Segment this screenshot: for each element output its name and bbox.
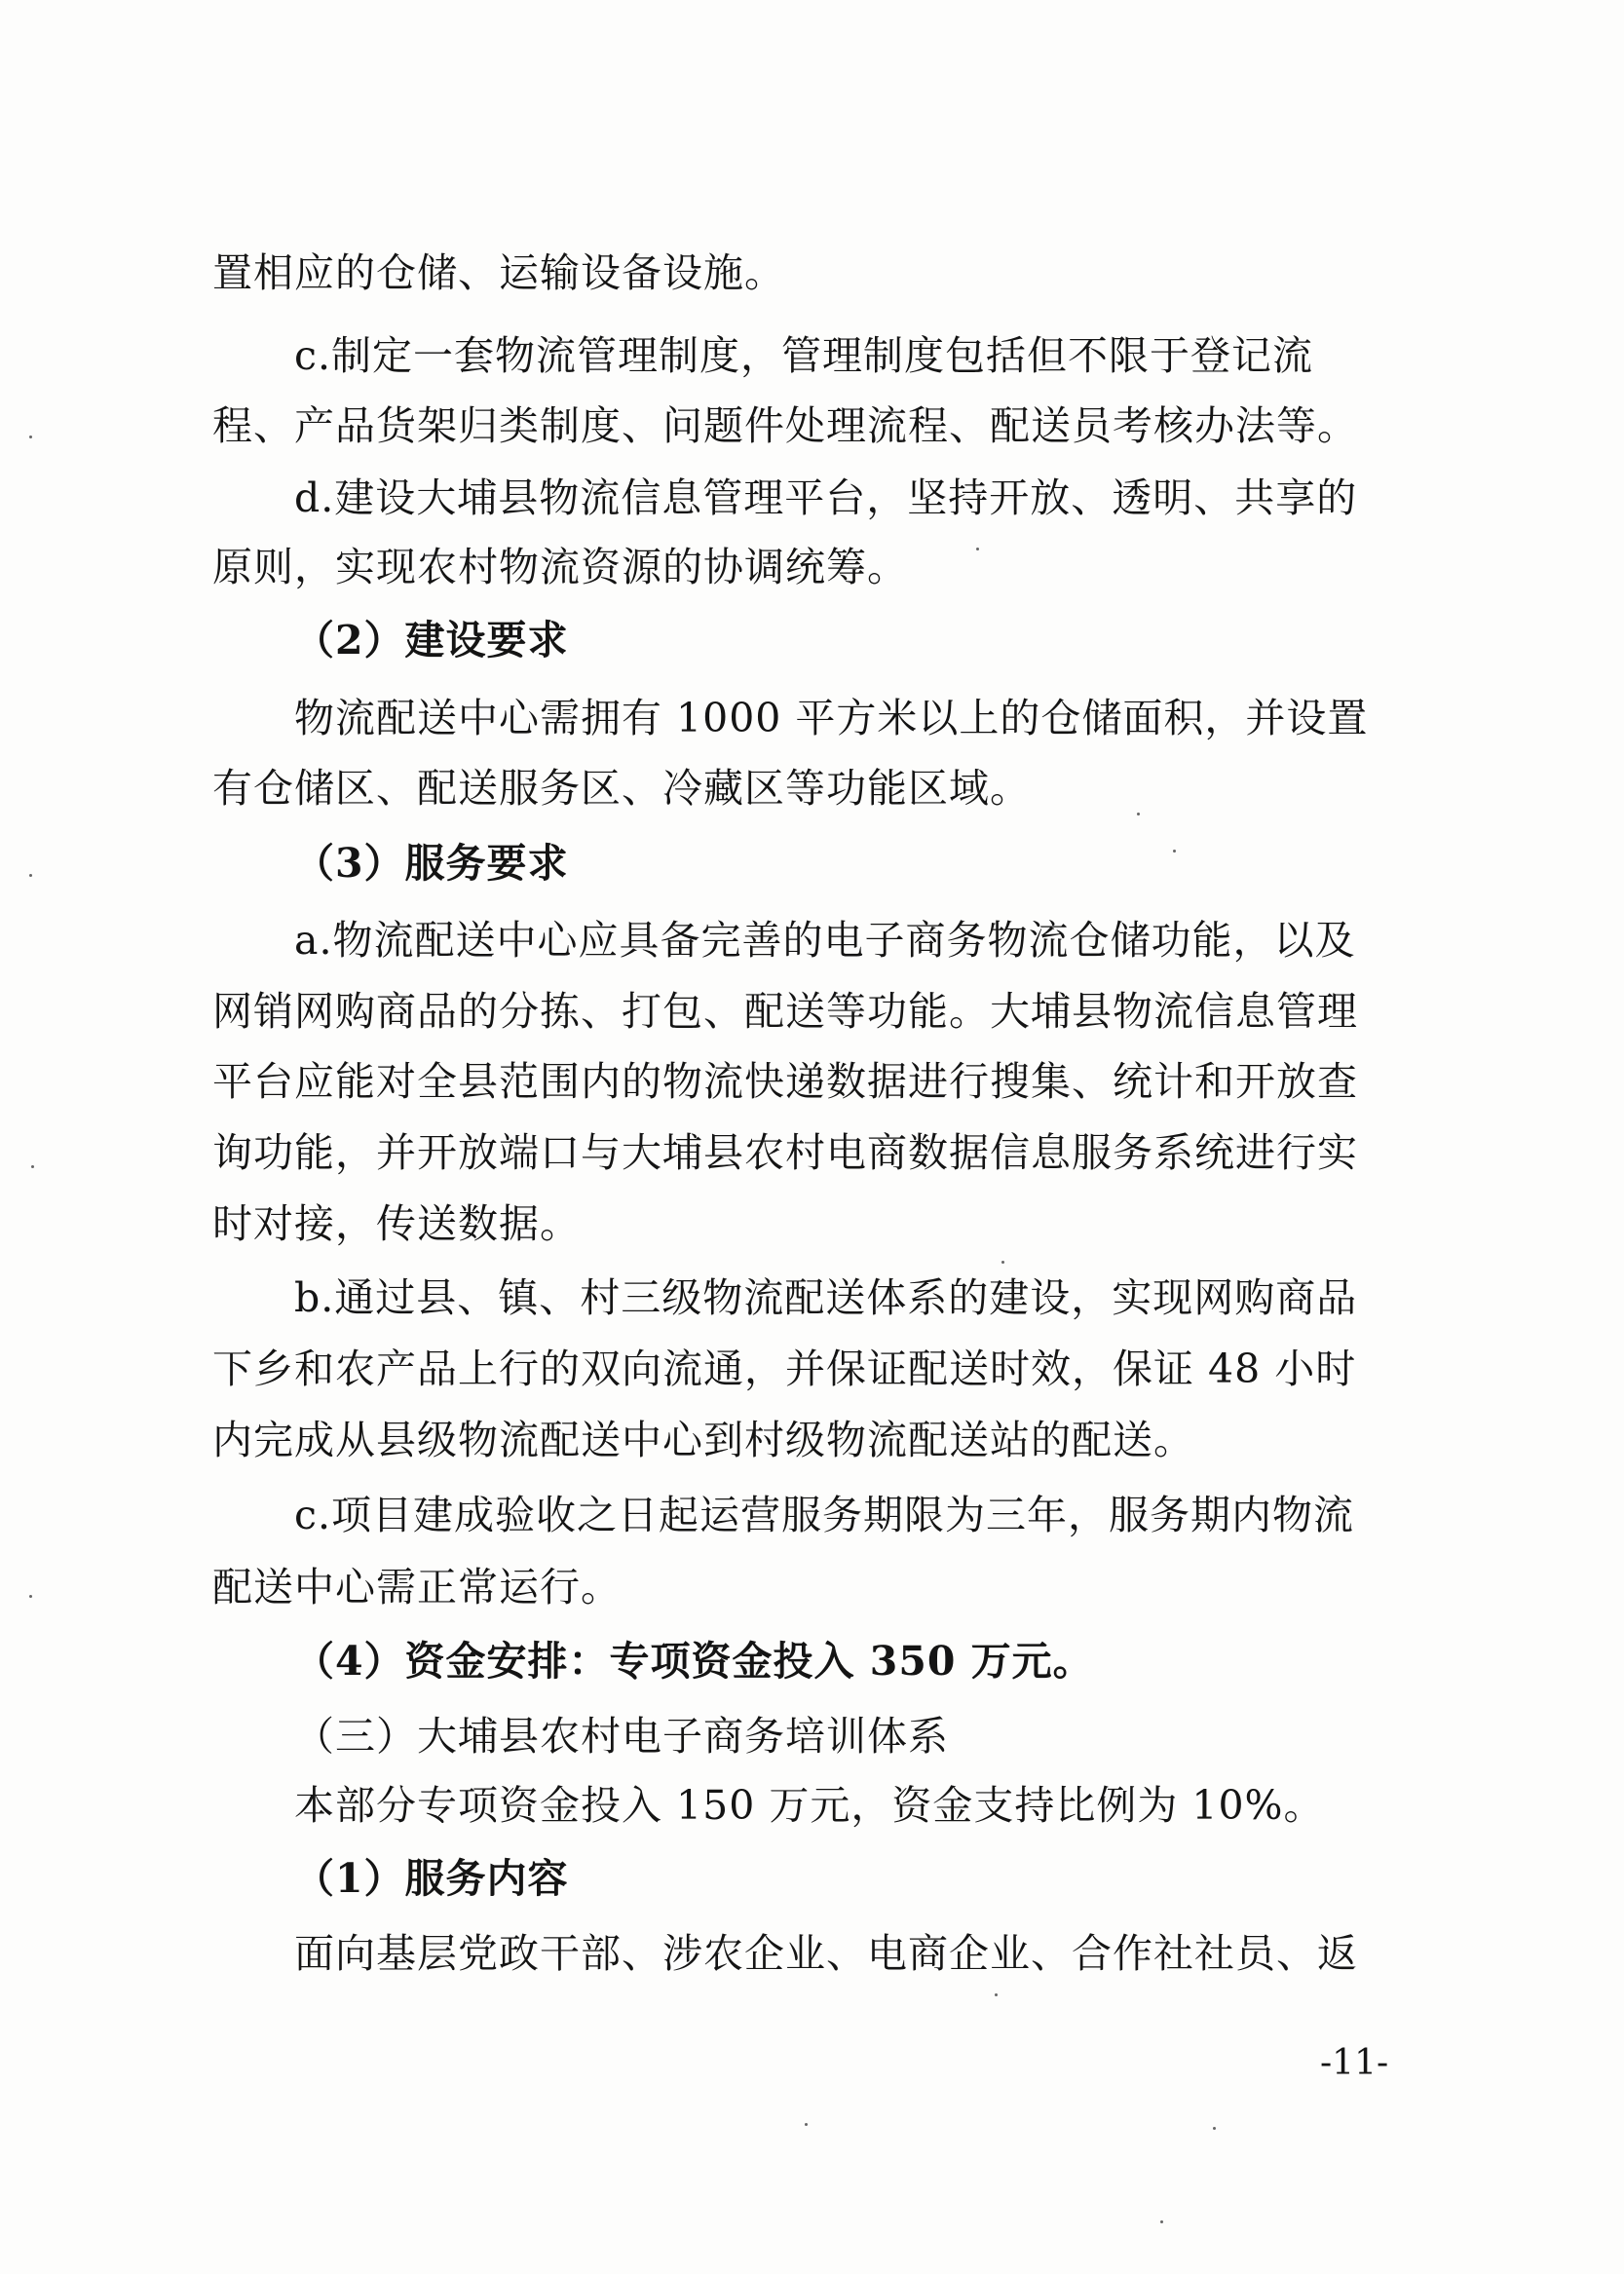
scan-speck	[1137, 813, 1140, 815]
body-line: 配送中心需正常运行。	[212, 1564, 622, 1611]
body-line: 平台应能对全县范围内的物流快递数据进行搜集、统计和开放查	[212, 1058, 1358, 1105]
body-line: 网销网购商品的分拣、打包、配送等功能。大埔县物流信息管理	[212, 988, 1358, 1035]
body-line: 内完成从县级物流配送中心到村级物流配送站的配送。	[212, 1417, 1194, 1463]
body-line: 时对接，传送数据。	[212, 1200, 581, 1247]
body-line: 程、产品货架归类制度、问题件处理流程、配送员考核办法等。	[212, 402, 1358, 449]
body-line: 本部分专项资金投入 150 万元，资金支持比例为 10%。	[294, 1782, 1325, 1829]
scan-speck	[1213, 2127, 1216, 2130]
body-line: d.建设大埔县物流信息管理平台，坚持开放、透明、共享的	[294, 474, 1358, 521]
scan-speck	[805, 2123, 808, 2126]
body-line: c.制定一套物流管理制度，管理制度包括但不限于登记流	[294, 332, 1313, 379]
scan-speck	[1001, 1261, 1004, 1264]
scan-speck	[1173, 850, 1176, 853]
scan-speck	[29, 1595, 32, 1598]
body-line: a.物流配送中心应具备完善的电子商务物流仓储功能，以及	[294, 917, 1356, 964]
scan-speck	[29, 436, 32, 438]
scan-speck	[29, 874, 32, 877]
scan-speck	[995, 1993, 998, 1996]
body-line: 下乡和农产品上行的双向流通，并保证配送时效，保证 48 小时	[212, 1345, 1357, 1392]
section-heading: （4）资金安排：专项资金投入 350 万元。	[294, 1638, 1094, 1685]
scan-speck	[31, 1165, 34, 1168]
scan-speck	[976, 548, 979, 550]
body-line: 面向基层党政干部、涉农企业、电商企业、合作社社员、返	[294, 1930, 1358, 1977]
section-heading: （3）服务要求	[294, 840, 569, 887]
page-number: -11-	[1320, 2043, 1389, 2083]
body-line: c.项目建成验收之日起运营服务期限为三年，服务期内物流	[294, 1492, 1354, 1538]
body-line: 原则，实现农村物流资源的协调统筹。	[212, 544, 908, 590]
section-heading: （2）建设要求	[294, 617, 569, 663]
scan-speck	[1160, 2220, 1163, 2223]
body-line: 置相应的仓储、运输设备设施。	[212, 249, 785, 296]
body-line: 物流配送中心需拥有 1000 平方米以上的仓储面积，并设置	[294, 695, 1369, 741]
body-line: 询功能，并开放端口与大埔县农村电商数据信息服务系统进行实	[212, 1129, 1358, 1176]
section-heading: （三）大埔县农村电子商务培训体系	[294, 1713, 949, 1760]
body-line: 有仓储区、配送服务区、冷藏区等功能区域。	[212, 765, 1031, 812]
body-line: b.通过县、镇、村三级物流配送体系的建设，实现网购商品	[294, 1274, 1358, 1321]
section-heading: （1）服务内容	[294, 1855, 569, 1902]
